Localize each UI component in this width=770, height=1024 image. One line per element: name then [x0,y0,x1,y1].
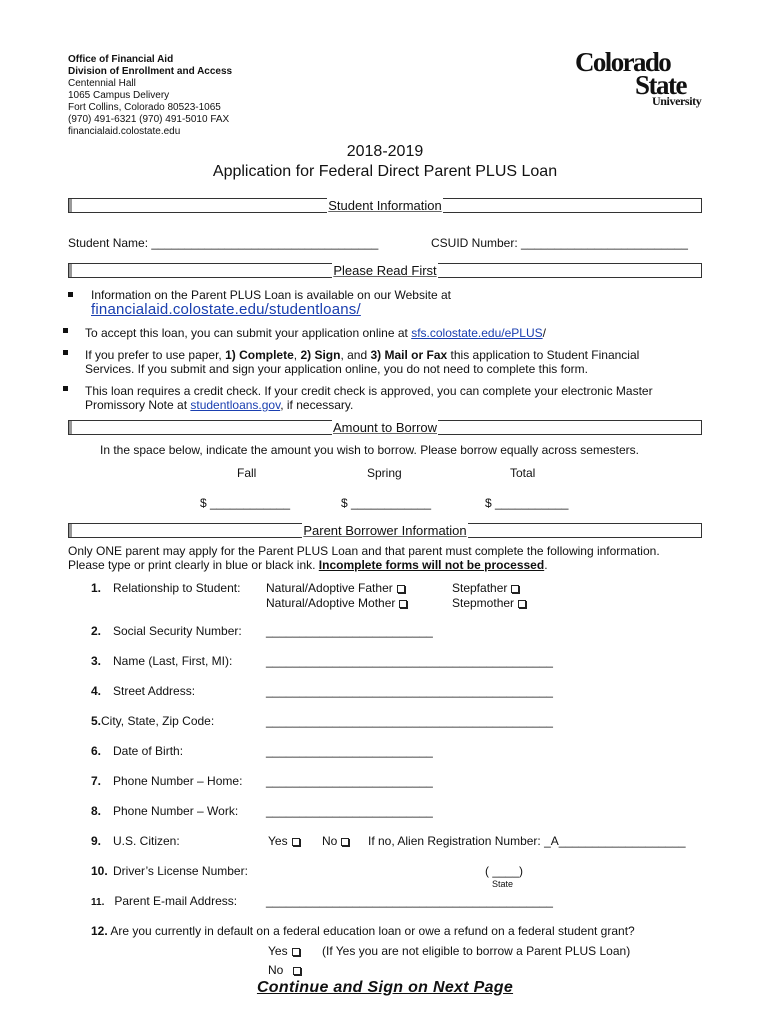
total-amount-field[interactable]: $ ___________ [485,496,569,510]
q7-number: 7. [91,774,102,788]
bullet-icon [63,328,68,333]
license-state-field[interactable]: ( ____) [485,864,524,878]
name-field[interactable]: ___________________________________________ [266,654,553,668]
paper-instructions-text-2: Services. If you submit and sign your application online, you do not need to complete this form. [85,362,588,376]
checkbox-icon[interactable] [399,600,407,608]
form-title: Application for Federal Direct Parent PLUS Loan [212,163,558,180]
q1-number: 1. [91,581,102,595]
csuid-number-field[interactable]: CSUID Number: _________________________ [431,236,688,250]
checkbox-icon[interactable] [518,600,526,608]
q10-label: Driver’s License Number: [113,864,248,878]
home-phone-field[interactable]: _________________________ [266,774,433,788]
parent-info-header [68,523,702,538]
q7-label: Phone Number – Home: [113,774,243,788]
accept-online-text: To accept this loan, you can submit your application online at sfs.colostate.edu/ePLUS/ [85,326,546,340]
office-city: Fort Collins, Colorado 80523-1065 [68,102,221,113]
mpn-text: Promissory Note at studentloans.gov, if necessary. [85,398,354,412]
default-yes-option[interactable]: Yes [268,944,300,959]
office-name: Office of Financial Aid [68,54,174,65]
q2-number: 2. [91,624,102,638]
option-natural-father[interactable]: Natural/Adoptive Father [266,581,405,596]
student-name-field[interactable]: Student Name: __________________________________ [68,236,379,250]
q6-label: Date of Birth: [113,744,184,758]
q9-label: U.S. Citizen: [113,834,180,848]
bullet-icon [63,386,68,391]
checkbox-icon[interactable] [293,967,301,975]
office-phone: (970) 491-6321 (970) 491-5010 FAX [68,114,230,125]
q11-label: 11. Parent E-mail Address: [91,894,238,908]
logo-word-state: State [635,70,686,100]
fall-amount-field[interactable]: $ ____________ [200,496,291,510]
q9-number: 9. [91,834,102,848]
option-stepmother[interactable]: Stepmother [452,596,526,611]
borrow-header-label: Amount to Borrow [332,420,438,435]
state-caption: State [492,879,514,889]
student-info-header-label: Student Information [328,198,442,213]
office-delivery: 1065 Campus Delivery [68,90,170,101]
default-yes-note: (If Yes you are not eligible to borrow a Parent PLUS Loan) [322,944,631,958]
q8-label: Phone Number – Work: [113,804,239,818]
q3-number: 3. [91,654,102,668]
q8-number: 8. [91,804,102,818]
spring-amount-field[interactable]: $ ____________ [341,496,432,510]
logo-word-colorado: Colorado [575,47,671,77]
q4-label: Street Address: [113,684,196,698]
alien-registration-field[interactable]: If no, Alien Registration Number: _A___________________ [368,834,686,848]
read-first-header [68,263,702,278]
total-column-label: Total [510,466,536,480]
option-stepfather[interactable]: Stepfather [452,581,519,596]
bullet-icon [68,292,73,297]
paper-instructions-text: If you prefer to use paper, 1) Complete, 2) Sign, and 3) Mail or Fax this application to Student Financial [85,348,640,362]
q4-number: 4. [91,684,102,698]
ssn-field[interactable]: _________________________ [266,624,433,638]
citizen-no-option[interactable]: No [322,834,349,849]
read-first-header-label: Please Read First [333,263,437,278]
office-address-block [68,54,232,138]
q3-label: Name (Last, First, MI): [113,654,233,668]
option-natural-mother[interactable]: Natural/Adoptive Mother [266,596,407,611]
citizen-yes-option[interactable]: Yes [268,834,300,849]
continue-footer: Continue and Sign on Next Page [256,979,514,996]
city-state-zip-field[interactable]: ___________________________________________ [266,714,553,728]
logo-word-university: University [652,94,702,108]
office-building: Centennial Hall [68,78,136,89]
dob-field[interactable]: _________________________ [266,744,433,758]
student-info-header [68,198,702,213]
studentloans-link[interactable]: financialaid.colostate.edu/studentloans/ [91,301,361,318]
parent-info-header-label: Parent Borrower Information [303,523,467,538]
fall-column-label: Fall [237,466,257,480]
eplus-link[interactable]: sfs.colostate.edu/ePLUS [411,326,543,340]
q12-question: 12. Are you currently in default on a federal education loan or owe a refund on a federal student grant? [91,924,635,938]
form-year: 2018-2019 [346,143,424,160]
default-no-option[interactable]: No [268,963,301,978]
csu-logo [575,48,715,112]
office-division: Division of Enrollment and Access [68,66,233,77]
checkbox-icon[interactable] [292,838,300,846]
email-field[interactable]: ___________________________________________ [266,894,553,908]
bullet-icon [63,350,68,355]
office-website: financialaid.colostate.edu [68,126,181,137]
checkbox-icon[interactable] [397,585,405,593]
borrow-header [68,420,702,435]
credit-check-text: This loan requires a credit check. If your credit check is approved, you can complete your electronic Master [85,384,653,398]
checkbox-icon[interactable] [511,585,519,593]
checkbox-icon[interactable] [341,838,349,846]
studentloans-gov-link[interactable]: studentloans.gov [190,398,281,412]
parent-intro-1: Only ONE parent may apply for the Parent PLUS Loan and that parent must complete the following information. [68,544,660,558]
q10-number: 10. [91,864,108,878]
info-bullet-text: Information on the Parent PLUS Loan is available on our Website at [91,288,451,302]
q2-label: Social Security Number: [113,624,242,638]
parent-intro-2: Please type or print clearly in blue or black ink. Incomplete forms will not be processed. [68,558,548,572]
spring-column-label: Spring [367,466,402,480]
q5-label: 5.City, State, Zip Code: [91,714,215,728]
q1-label: Relationship to Student: [113,581,241,595]
street-address-field[interactable]: ___________________________________________ [266,684,553,698]
borrow-instruction: In the space below, indicate the amount you wish to borrow. Please borrow equally across semesters. [100,443,639,457]
checkbox-icon[interactable] [292,948,300,956]
q6-number: 6. [91,744,102,758]
work-phone-field[interactable]: _________________________ [266,804,433,818]
